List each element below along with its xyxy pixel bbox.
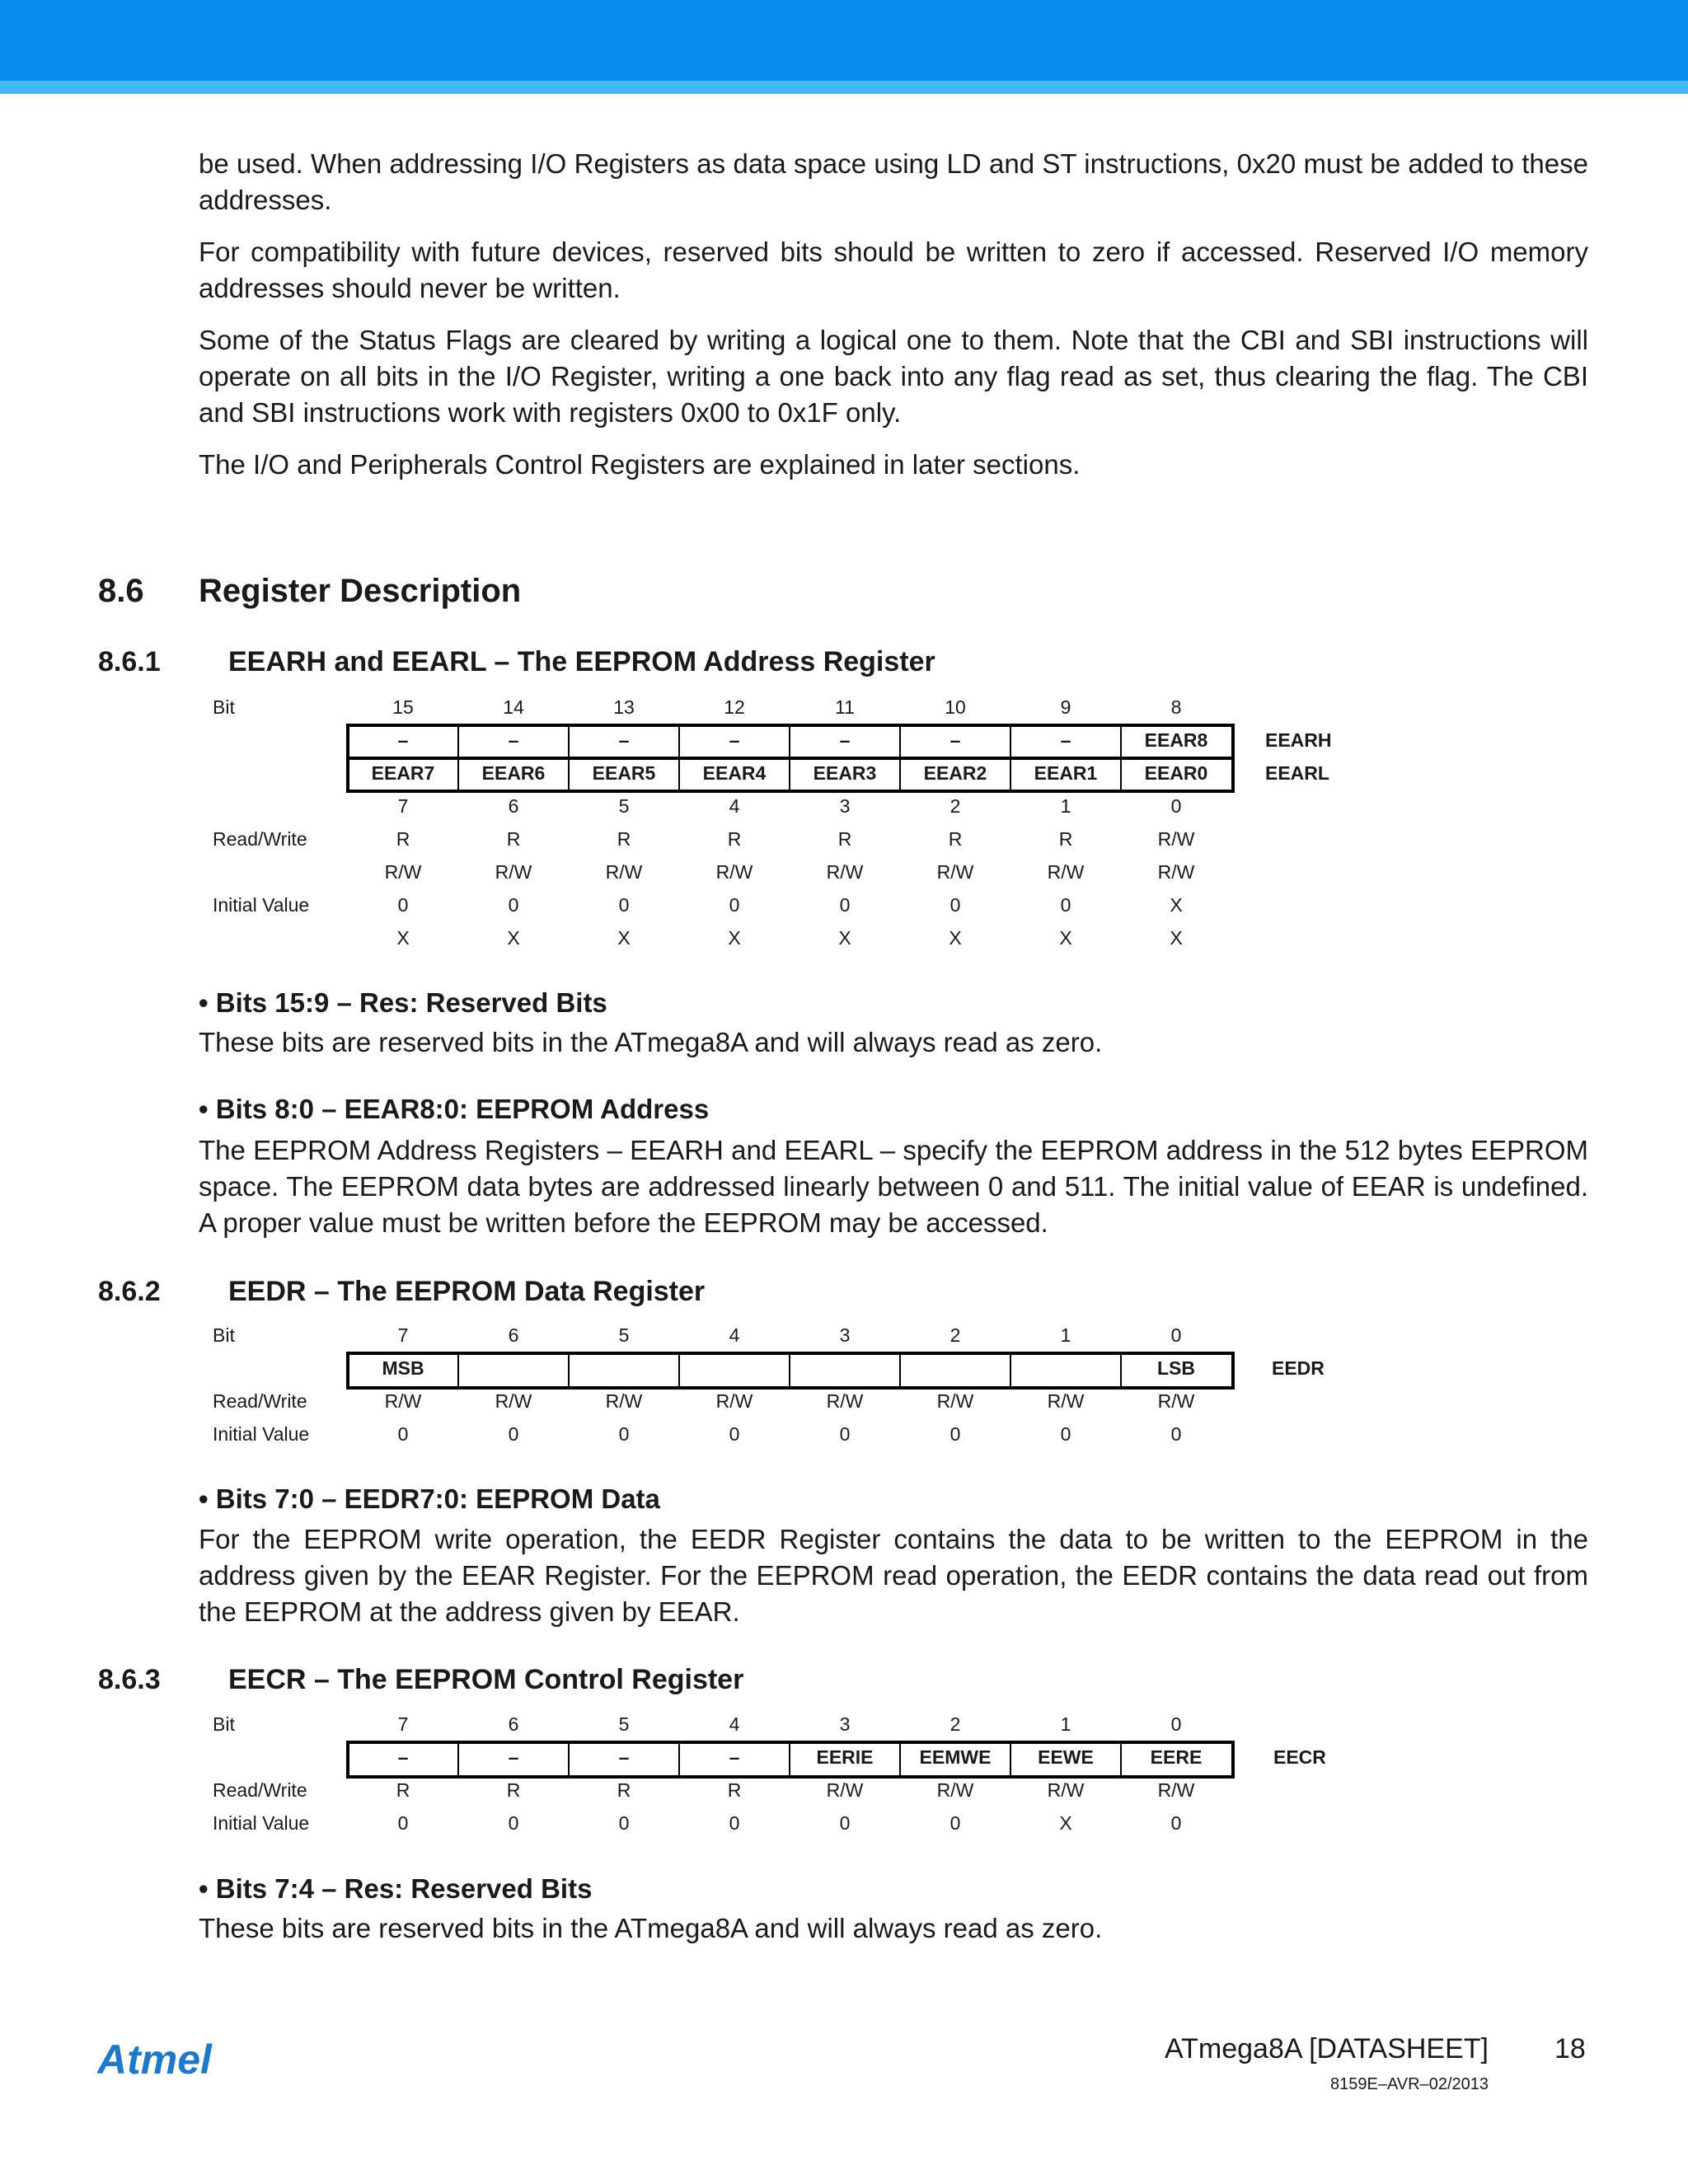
bit-field: EEAR7 <box>371 762 435 784</box>
initial-value: 0 <box>397 1423 409 1445</box>
bit-number: 1 <box>1060 1713 1071 1735</box>
access-value: R <box>396 828 410 850</box>
initial-value: X <box>1170 927 1183 949</box>
footer-page-number: 18 <box>1554 2033 1586 2064</box>
bit-field: – <box>618 1746 630 1768</box>
bit-field: EEAR1 <box>1034 762 1098 784</box>
bit-field: EEAR6 <box>481 762 546 784</box>
subsection-title-eedr: EEDR – The EEPROM Data Register <box>228 1276 706 1307</box>
access-value: R/W <box>826 1390 864 1412</box>
bit-number: 4 <box>729 1324 740 1346</box>
bit-number: 14 <box>503 696 524 718</box>
bit-number: 1 <box>1060 1324 1071 1346</box>
bit-field: – <box>397 729 409 751</box>
access-value: R <box>727 828 742 850</box>
bit-field: – <box>950 729 961 751</box>
bullet-title: Bits 8:0 – EEAR8:0: EEPROM Address <box>215 1094 710 1124</box>
initial-value: X <box>838 927 851 949</box>
access-value: R <box>617 828 631 850</box>
initial-value-label: Initial Value <box>213 1423 310 1445</box>
access-value: R <box>727 1779 742 1801</box>
access-value: R/W <box>384 1390 422 1412</box>
initial-value: 0 <box>729 1423 740 1445</box>
bit-number: 5 <box>618 1324 630 1346</box>
read-write-label: Read/Write <box>213 1390 307 1412</box>
initial-value: 0 <box>839 1423 851 1445</box>
atmel-logo-text: Atmel <box>97 2041 212 2080</box>
access-value: R <box>506 1779 521 1801</box>
subsection-number-8-6-1: 8.6.1 <box>98 646 161 677</box>
bullet-title: Bits 7:0 – EEDR7:0: EEPROM Data <box>215 1483 660 1514</box>
bit-field: EEAR4 <box>702 762 767 784</box>
bullet-reserved-bits-7-4: • Bits 7:4 – Res: Reserved Bits <box>199 1873 593 1904</box>
bit-field: – <box>508 1746 519 1768</box>
access-value: R/W <box>605 861 643 883</box>
paragraph-io-addressing: be used. When addressing I/O Registers as data space using LD and ST instructions, 0x20 must be added to these addresses. <box>199 148 1588 215</box>
bit-number: 7 <box>397 1324 409 1346</box>
bit-number: 12 <box>724 696 745 718</box>
initial-value: X <box>396 927 410 949</box>
initial-value: 0 <box>397 1812 409 1834</box>
bullet-title: Bits 15:9 – Res: Reserved Bits <box>215 987 607 1018</box>
paragraph-compatibility: For compatibility with future devices, reserved bits should be written to zero if accessed. Reserved I/O memory addresses should never be written. <box>199 237 1588 303</box>
paragraph-eeprom-address: The EEPROM Address Registers – EEARH and EEARL – specify the EEPROM address in the 512 bytes EEPROM space. The EEPROM data bytes are addressed linearly between 0 and 511. The initial value of EEAR is undefined. A proper value must be written before the EEPROM may be accessed. <box>199 1135 1588 1238</box>
bit-number: 6 <box>508 1324 519 1346</box>
bit-field: EERIE <box>816 1746 874 1768</box>
bit-number: 2 <box>950 795 961 817</box>
cell-divider <box>568 1352 570 1390</box>
header-band <box>0 0 1688 81</box>
access-value: R <box>396 1779 410 1801</box>
access-value: R <box>506 828 521 850</box>
paragraph-reserved-bits-eecr: These bits are reserved bits in the ATmega8A and will always read as zero. <box>199 1913 1103 1943</box>
bit-number: 9 <box>1060 696 1071 718</box>
cell-divider <box>1010 1352 1011 1390</box>
paragraph-later-sections: The I/O and Peripherals Control Registers are explained in later sections. <box>199 449 1081 480</box>
bit-number: 4 <box>729 795 740 817</box>
initial-value: 0 <box>950 894 961 916</box>
paragraph-reserved-bits: These bits are reserved bits in the ATmega8A and will always read as zero. <box>199 1027 1103 1057</box>
section-title: Register Description <box>199 573 522 609</box>
read-write-label: Read/Write <box>213 828 307 850</box>
initial-value: 0 <box>618 1812 630 1834</box>
bit-number: 8 <box>1170 696 1182 718</box>
access-value: R/W <box>1157 1779 1195 1801</box>
initial-value: X <box>1059 1812 1072 1834</box>
header-stripe <box>0 81 1688 94</box>
bit-field: MSB <box>382 1357 424 1379</box>
paragraph-status-flags: Some of the Status Flags are cleared by writing a logical one to them. Note that the CBI and SBI instructions will operate on all bits in the I/O Register, writing a one back into any flag read as set, thus clearing the flag. The CBI and SBI instructions work with registers 0x00 to 0x1F only. <box>199 325 1588 428</box>
eedr-register-table <box>346 1352 1235 1390</box>
initial-value: 0 <box>508 1812 519 1834</box>
access-value: R/W <box>936 1779 974 1801</box>
subsection-number-8-6-2: 8.6.2 <box>98 1276 161 1307</box>
initial-value: X <box>949 927 962 949</box>
initial-value-label: Initial Value <box>213 894 310 916</box>
initial-value: 0 <box>618 894 630 916</box>
cell-divider <box>678 1352 680 1390</box>
initial-value: 0 <box>508 894 519 916</box>
bit-number: 10 <box>945 696 966 718</box>
initial-value: 0 <box>839 1812 851 1834</box>
section-number: 8.6 <box>98 573 144 609</box>
access-value: R <box>837 828 852 850</box>
initial-value: 0 <box>729 894 740 916</box>
bit-field: – <box>1060 729 1071 751</box>
bit-field: – <box>839 729 851 751</box>
bit-field: EEAR3 <box>813 762 877 784</box>
bit-field: – <box>618 729 630 751</box>
bit-number: 7 <box>397 1713 409 1735</box>
access-value: R/W <box>1047 1390 1085 1412</box>
read-write-label: Read/Write <box>213 1779 307 1801</box>
atmel-logo <box>97 2041 237 2084</box>
bit-number: 5 <box>618 1713 630 1735</box>
bit-field: EEAR0 <box>1144 762 1208 784</box>
cell-divider <box>789 1352 790 1390</box>
subsection-number-8-6-3: 8.6.3 <box>98 1664 161 1695</box>
access-value: R <box>1058 828 1073 850</box>
bit-label: Bit <box>213 696 235 718</box>
register-name-eedr: EEDR <box>1272 1357 1325 1379</box>
bit-field: – <box>397 1746 409 1768</box>
bit-number: 6 <box>508 1713 519 1735</box>
initial-value: 0 <box>1060 894 1071 916</box>
initial-value: 0 <box>729 1812 740 1834</box>
footer-document-code: 8159E–AVR–02/2013 <box>1329 2075 1489 2093</box>
bit-label: Bit <box>213 1713 235 1735</box>
initial-value: 0 <box>508 1423 519 1445</box>
footer-document-title: ATmega8A [DATASHEET] <box>1164 2033 1489 2064</box>
initial-value: X <box>728 927 741 949</box>
bit-number: 3 <box>839 1324 851 1346</box>
access-value: R/W <box>1047 1779 1085 1801</box>
initial-value: X <box>1170 894 1183 916</box>
access-value: R/W <box>1047 861 1085 883</box>
bit-number: 1 <box>1060 795 1071 817</box>
bit-number: 13 <box>613 696 635 718</box>
access-value: R/W <box>826 861 864 883</box>
bit-number: 5 <box>618 795 630 817</box>
bit-field: EEMWE <box>919 1746 992 1768</box>
subsection-title-eecr: EECR – The EEPROM Control Register <box>228 1664 744 1695</box>
bullet-title: Bits 7:4 – Res: Reserved Bits <box>215 1873 593 1904</box>
bullet-eeprom-address: • Bits 8:0 – EEAR8:0: EEPROM Address <box>199 1094 710 1124</box>
bit-number: 3 <box>839 795 851 817</box>
bit-field: EEAR8 <box>1144 729 1208 751</box>
bit-field: LSB <box>1157 1357 1195 1379</box>
bullet-eeprom-data: • Bits 7:0 – EEDR7:0: EEPROM Data <box>199 1483 660 1514</box>
initial-value: X <box>1059 927 1072 949</box>
access-value: R <box>948 828 963 850</box>
bit-number: 11 <box>835 696 855 718</box>
bit-field: EEAR2 <box>923 762 987 784</box>
bit-number: 0 <box>1170 1324 1182 1346</box>
access-value: R/W <box>1157 828 1195 850</box>
initial-value: 0 <box>618 1423 630 1445</box>
access-value: R/W <box>384 861 422 883</box>
bit-field: EERE <box>1150 1746 1203 1768</box>
bit-number: 4 <box>729 1713 740 1735</box>
register-name-eearh: EEARH <box>1265 729 1332 751</box>
access-value: R/W <box>936 861 974 883</box>
eear-row-divider <box>346 757 1235 760</box>
initial-value: 0 <box>1170 1812 1182 1834</box>
bit-number: 2 <box>950 1324 961 1346</box>
access-value: R/W <box>715 1390 753 1412</box>
bit-number: 0 <box>1170 1713 1182 1735</box>
access-value: R/W <box>826 1779 864 1801</box>
bit-number: 15 <box>392 696 414 718</box>
bit-field: EEAR5 <box>592 762 656 784</box>
access-value: R/W <box>715 861 753 883</box>
initial-value: 0 <box>839 894 851 916</box>
access-value: R/W <box>936 1390 974 1412</box>
bit-field: – <box>729 729 740 751</box>
subsection-title-eear: EEARH and EEARL – The EEPROM Address Register <box>228 646 935 677</box>
cell-divider <box>899 1352 901 1390</box>
access-value: R/W <box>605 1390 643 1412</box>
initial-value: X <box>507 927 520 949</box>
bit-number: 2 <box>950 1713 961 1735</box>
access-value: R/W <box>495 861 532 883</box>
access-value: R/W <box>1157 861 1195 883</box>
initial-value-label: Initial Value <box>213 1812 310 1834</box>
access-value: R/W <box>495 1390 532 1412</box>
bit-field: – <box>508 729 519 751</box>
bullet-reserved-bits-15-9: • Bits 15:9 – Res: Reserved Bits <box>199 987 607 1018</box>
access-value: R <box>617 1779 631 1801</box>
bit-number: 0 <box>1170 795 1182 817</box>
register-name-eearl: EEARL <box>1265 762 1329 784</box>
initial-value: 0 <box>950 1423 961 1445</box>
initial-value: 0 <box>397 894 409 916</box>
access-value: R/W <box>1157 1390 1195 1412</box>
bit-number: 6 <box>508 795 519 817</box>
initial-value: 0 <box>950 1812 961 1834</box>
bit-number: 7 <box>397 795 409 817</box>
initial-value: 0 <box>1060 1423 1071 1445</box>
bit-number: 3 <box>839 1713 851 1735</box>
bit-label: Bit <box>213 1324 235 1346</box>
initial-value: 0 <box>1170 1423 1182 1445</box>
initial-value: X <box>617 927 631 949</box>
bit-field: EEWE <box>1038 1746 1094 1768</box>
bit-field: – <box>729 1746 740 1768</box>
paragraph-eeprom-data: For the EEPROM write operation, the EEDR Register contains the data to be written to the EEPROM in the address given by the EEAR Register. For the EEPROM read operation, the EEDR contains the data read out from the EEPROM at the address given by EEAR. <box>199 1524 1588 1627</box>
register-name-eecr: EECR <box>1273 1746 1326 1768</box>
